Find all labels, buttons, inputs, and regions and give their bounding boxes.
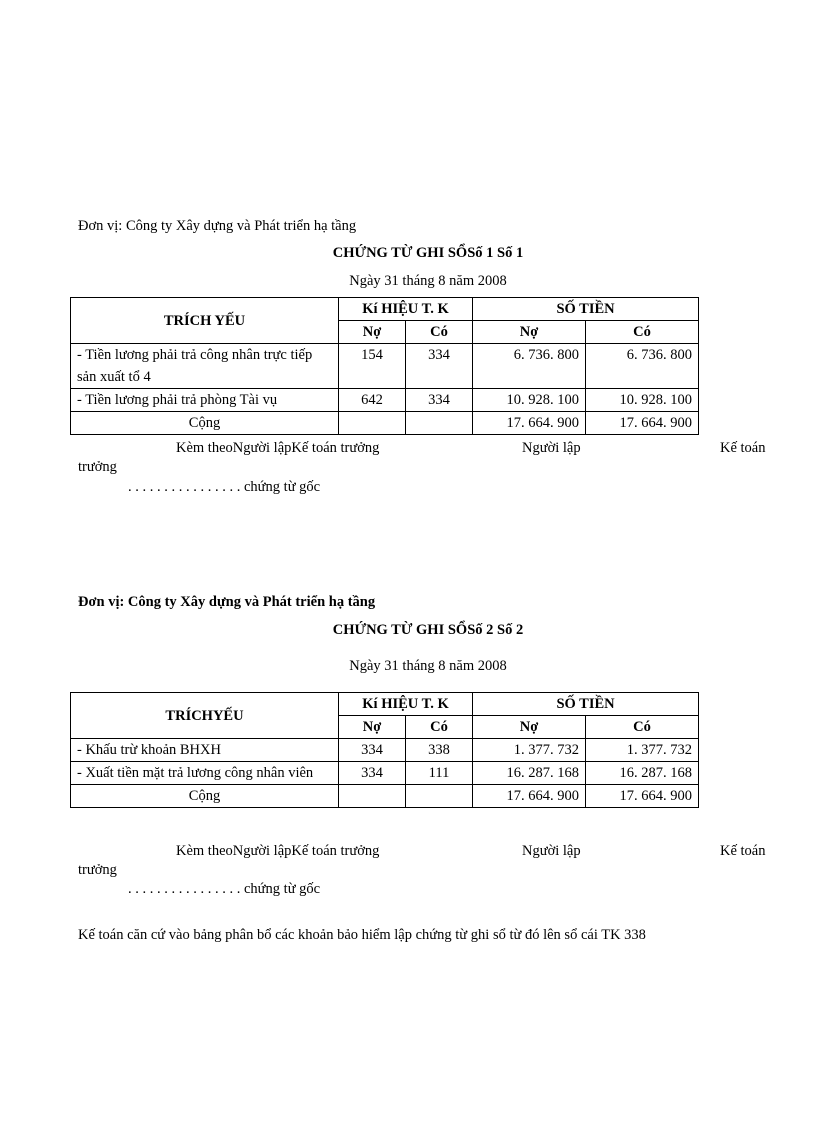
row-amount-co: 1. 377. 732 <box>586 739 699 762</box>
chief-accountant-label-2: Kế toán <box>720 843 766 859</box>
total-empty-co <box>406 412 473 435</box>
total-row <box>71 785 699 808</box>
total-row <box>71 412 699 435</box>
row-amount-co: 6. 736. 800 <box>586 344 699 389</box>
sub-header-no: Nợ <box>339 716 406 739</box>
row-account-no: 334 <box>339 762 406 785</box>
chief-accountant-wrap-2: trưởng <box>78 862 117 878</box>
sub-header-co: Có <box>406 716 473 739</box>
voucher-title-1: CHỨNG TỪ GHI SỔSố 1 Số 1 <box>332 245 524 261</box>
row-account-no: 154 <box>339 344 406 389</box>
unit-line-2: Đơn vị: Công ty Xây dựng và Phát triển hạ tầng <box>78 594 376 610</box>
header-trich-yeu: TRÍCHYẾU <box>71 693 339 739</box>
attachment-line-1: . . . . . . . . . . . . . . . . chứng từ gốc <box>128 479 321 495</box>
table-row <box>71 739 699 762</box>
voucher-date-1: Ngày 31 tháng 8 năm 2008 <box>349 273 507 289</box>
closing-note: Kế toán căn cứ vào bảng phân bổ các khoản bảo hiểm lập chứng từ ghi sổ từ đó lên sổ cái TK 338 <box>78 927 646 943</box>
row-amount-co: 16. 287. 168 <box>586 762 699 785</box>
row-amount-no: 1. 377. 732 <box>473 739 586 762</box>
total-label: Cộng <box>71 785 339 808</box>
voucher-table-2 <box>70 692 699 808</box>
row-amount-no: 10. 928. 100 <box>473 389 586 412</box>
row-amount-no: 6. 736. 800 <box>473 344 586 389</box>
header-so-tien: SỐ TIỀN <box>473 298 699 321</box>
sub-header-amount-no: Nợ <box>473 321 586 344</box>
row-amount-co: 10. 928. 100 <box>586 389 699 412</box>
preparer-label-1: Người lập <box>522 440 581 456</box>
signature-line-1: Kèm theoNgười lậpKế toán trưởng <box>176 440 380 456</box>
table-row <box>71 389 699 412</box>
table-row <box>71 344 699 389</box>
total-amount-co: 17. 664. 900 <box>586 412 699 435</box>
header-trich-yeu: TRÍCH YẾU <box>71 298 339 344</box>
total-label: Cộng <box>71 412 339 435</box>
header-so-tien: SỐ TIỀN <box>473 693 699 716</box>
row-description: - Khấu trừ khoản BHXH <box>71 739 339 762</box>
row-amount-no: 16. 287. 168 <box>473 762 586 785</box>
preparer-label-2: Người lập <box>522 843 581 859</box>
row-account-no: 642 <box>339 389 406 412</box>
row-account-co: 334 <box>406 344 473 389</box>
total-empty-co <box>406 785 473 808</box>
total-amount-no: 17. 664. 900 <box>473 412 586 435</box>
total-amount-co: 17. 664. 900 <box>586 785 699 808</box>
header-ki-hieu: Kí HIỆU T. K <box>339 298 473 321</box>
voucher-table-1 <box>70 297 699 435</box>
table-row <box>71 762 699 785</box>
total-empty-no <box>339 785 406 808</box>
row-account-co: 334 <box>406 389 473 412</box>
header-ki-hieu: Kí HIỆU T. K <box>339 693 473 716</box>
sub-header-no: Nợ <box>339 321 406 344</box>
total-amount-no: 17. 664. 900 <box>473 785 586 808</box>
chief-accountant-label-1: Kế toán <box>720 440 766 456</box>
sub-header-co: Có <box>406 321 473 344</box>
attachment-line-2: . . . . . . . . . . . . . . . . chứng từ gốc <box>128 881 321 897</box>
row-account-no: 334 <box>339 739 406 762</box>
sub-header-amount-co: Có <box>586 321 699 344</box>
row-description: - Tiền lương phải trả phòng Tài vụ <box>71 389 339 412</box>
unit-line-1: Đơn vị: Công ty Xây dựng và Phát triển hạ tầng <box>78 218 357 234</box>
chief-accountant-wrap-1: trưởng <box>78 459 117 475</box>
row-description: - Xuất tiền mặt trả lương công nhân viên <box>71 762 339 785</box>
voucher-date-2: Ngày 31 tháng 8 năm 2008 <box>349 658 507 674</box>
voucher-title-2: CHỨNG TỪ GHI SỔSố 2 Số 2 <box>332 622 524 638</box>
sub-header-amount-co: Có <box>586 716 699 739</box>
sub-header-amount-no: Nợ <box>473 716 586 739</box>
total-empty-no <box>339 412 406 435</box>
row-account-co: 111 <box>406 762 473 785</box>
row-account-co: 338 <box>406 739 473 762</box>
signature-line-2: Kèm theoNgười lậpKế toán trưởng <box>176 843 380 859</box>
row-description: - Tiền lương phải trả công nhân trực tiếp sản xuất tổ 4 <box>71 344 339 389</box>
